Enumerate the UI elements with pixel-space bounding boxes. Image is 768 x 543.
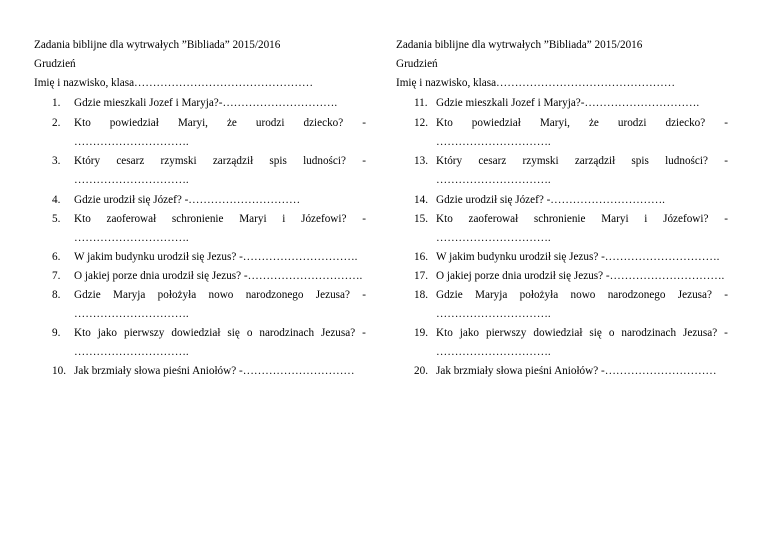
question-number: 14. [414,194,428,206]
question-number: 13. [414,155,428,167]
question-number: 17. [414,270,428,282]
question-number: 9. [52,327,61,339]
question-text: Gdzie mieszkali Jozef i Maryja?-…………………………. [436,97,700,109]
answer-dots: …………………………. [436,174,551,186]
answer-dots: …………………………. [74,308,189,320]
question-number: 2. [52,117,61,129]
month-label: Grudzień [396,58,438,70]
question-text: Kto powiedział Maryi, że urodzi dziecko? - [74,117,366,129]
question-text: W jakim budynku urodził się Jezus? -…………………………. [436,251,720,263]
question-text: Kto powiedział Maryi, że urodzi dziecko? - [436,117,728,129]
question-number: 12. [414,117,428,129]
worksheet-title: Zadania biblijne dla wytrwałych ”Bibliada” 2015/2016 [34,39,281,51]
answer-dots: …………………………. [74,346,189,358]
question-text: Gdzie urodził się Józef? -………………………… [74,194,301,206]
answer-dots: …………………………. [436,346,551,358]
question-number: 7. [52,270,61,282]
question-number: 3. [52,155,61,167]
question-number: 5. [52,213,61,225]
answer-dots: …………………………. [74,136,189,148]
question-text: Który cesarz rzymski zarządził spis ludności? - [436,155,728,167]
question-number: 11. [414,97,428,109]
question-number: 10. [52,365,66,377]
worksheet-title: Zadania biblijne dla wytrwałych ”Bibliada” 2015/2016 [396,39,643,51]
name-class-line: Imię i nazwisko, klasa………………………………………… [34,77,314,89]
question-text: O jakiej porze dnia urodził się Jezus? -…………………………. [436,270,725,282]
question-text: Jak brzmiały słowa pieśni Aniołów? -………………………… [436,365,717,377]
month-label: Grudzień [34,58,76,70]
question-number: 1. [52,97,61,109]
question-text: Który cesarz rzymski zarządził spis ludności? - [74,155,366,167]
question-text: Gdzie Maryja położyła nowo narodzonego Jezusa? - [74,289,366,301]
question-text: Kto jako pierwszy dowiedział się o narodzinach Jezusa? - [436,327,728,339]
question-text: Jak brzmiały słowa pieśni Aniołów? -………………………… [74,365,355,377]
question-text: O jakiej porze dnia urodził się Jezus? -…………………………. [74,270,363,282]
question-text: Gdzie mieszkali Jozef i Maryja?-…………………………. [74,97,338,109]
question-text: Gdzie urodził się Józef? -…………………………. [436,194,665,206]
question-number: 4. [52,194,61,206]
answer-dots: …………………………. [436,136,551,148]
worksheet-right [396,0,736,543]
question-number: 18. [414,289,428,301]
answer-dots: …………………………. [436,308,551,320]
question-number: 15. [414,213,428,225]
name-class-line: Imię i nazwisko, klasa………………………………………… [396,77,676,89]
answer-dots: …………………………. [74,174,189,186]
answer-dots: …………………………. [74,232,189,244]
question-text: Kto zaoferował schronienie Maryi i Józefowi? - [436,213,728,225]
question-text: Kto zaoferował schronienie Maryi i Józefowi? - [74,213,366,225]
question-number: 6. [52,251,61,263]
question-number: 19. [414,327,428,339]
question-number: 8. [52,289,61,301]
question-number: 20. [414,365,428,377]
question-text: Kto jako pierwszy dowiedział się o narodzinach Jezusa? - [74,327,366,339]
answer-dots: …………………………. [436,232,551,244]
question-text: Gdzie Maryja położyła nowo narodzonego Jezusa? - [436,289,728,301]
question-number: 16. [414,251,428,263]
question-text: W jakim budynku urodził się Jezus? -…………………………. [74,251,358,263]
worksheet-left [34,0,374,543]
